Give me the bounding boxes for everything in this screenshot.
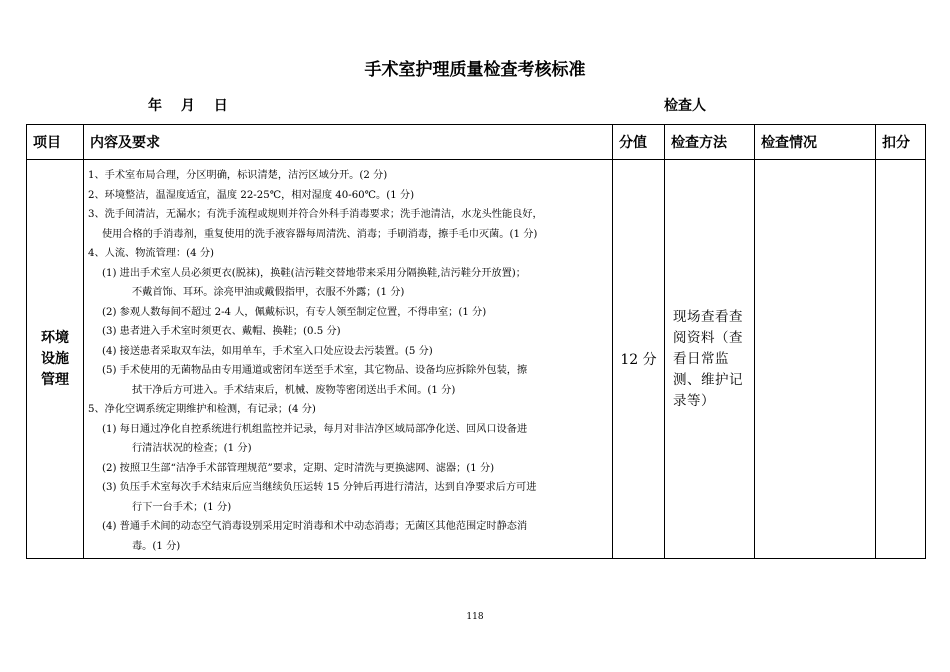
item-text-line: 管理 [41,371,69,388]
content-line: (3) 负压手术室每次手术结束后应当继续负压运转 15 分钟后再进行清洁，达到自净要求后方可进 [102,482,537,493]
content-line: (3) 患者进入手术室时须更衣、戴帽、换鞋；(0.5 分) [102,326,341,337]
header-deduction: 扣分 [876,125,926,160]
method-cell: 现场查看查阅资料（查看日常监测、维护记录等） [665,160,755,559]
content-line: 4、人流、物流管理：(4 分) [88,248,215,259]
status-cell [755,160,876,559]
header-score: 分值 [613,125,665,160]
content-line: 行清洁状况的检查；(1 分) [132,443,252,454]
content-line: 使用合格的手消毒剂，重复使用的洗手液容器每周清洗、消毒；手刷消毒，擦手毛巾灭菌。(1 分) [102,228,538,240]
page-number: 118 [466,612,484,622]
header-item: 项目 [27,125,84,160]
content-line: 2、环境整洁，温湿度适宜，温度 22-25℃，相对湿度 40-60℃。(1 分) [88,189,415,201]
content-line: (2) 参观人数每间不超过 2-4 人，佩戴标识，有专人领至制定位置，不得串室；(1 分) [102,306,487,318]
standards-table [26,124,926,559]
content-line: 毒。(1 分) [132,540,181,552]
content-cell [84,160,613,559]
header-content: 内容及要求 [84,125,613,160]
score-cell: 12 分 [613,160,665,559]
page-title: 手术室护理质量检查考核标准 [364,60,586,80]
content-line: 1、手术室布局合理，分区明确，标识清楚，洁污区域分开。(2 分) [88,170,388,181]
content-line: (2) 按照卫生部“洁净手术部管理规范”要求，定期、定时清洗与更换滤网、滤器；(1 分) [102,462,495,474]
header-status: 检查情况 [755,125,876,160]
content-line: (1) 进出手术室人员必须更衣(脱袜)，换鞋(洁污鞋交替地带来采用分隔换鞋,洁污鞋分开放置)； [102,267,526,279]
content-line: 行下一台手术；(1 分) [132,501,232,513]
item-text-line: 环境 [41,329,69,346]
item-cell [27,160,84,559]
content-line: (5) 手术使用的无菌物品由专用通道或密闭车送至手术室，其它物品、设备均应拆除外包装，擦 [102,365,528,376]
item-text-line: 设施 [41,350,69,367]
content-line: (4) 接送患者采取双车法，如用单车，手术室入口处应设去污装置。(5 分) [102,345,433,357]
deduction-cell [876,160,926,559]
inspector-label: 检查人 [664,98,706,114]
content-line: 拭干净后方可进入。手术结束后，机械、废物等密闭送出手术间。(1 分) [132,384,456,396]
content-line: 5、净化空调系统定期维护和检测，有记录；(4 分) [88,404,316,415]
content-line: 不戴首饰、耳环。涂亮甲油或戴假指甲，衣服不外露；(1 分) [132,287,405,298]
content-line: 3、洗手间清洁，无漏水；有洗手流程或规则并符合外科手消毒要求；洗手池清洁，水龙头性能良好， [88,209,543,220]
header-method: 检查方法 [665,125,755,160]
date-label: 年 月 日 [148,98,228,114]
content-line: (4) 普通手术间的动态空气消毒设别采用定时消毒和术中动态消毒；无菌区其他范围定时静态消 [102,521,528,532]
content-line: (1) 每日通过净化自控系统进行机组监控并记录，每月对非洁净区域局部净化送、回风口设备进 [102,423,528,435]
table-row [27,160,926,559]
table-header-row [27,125,926,160]
